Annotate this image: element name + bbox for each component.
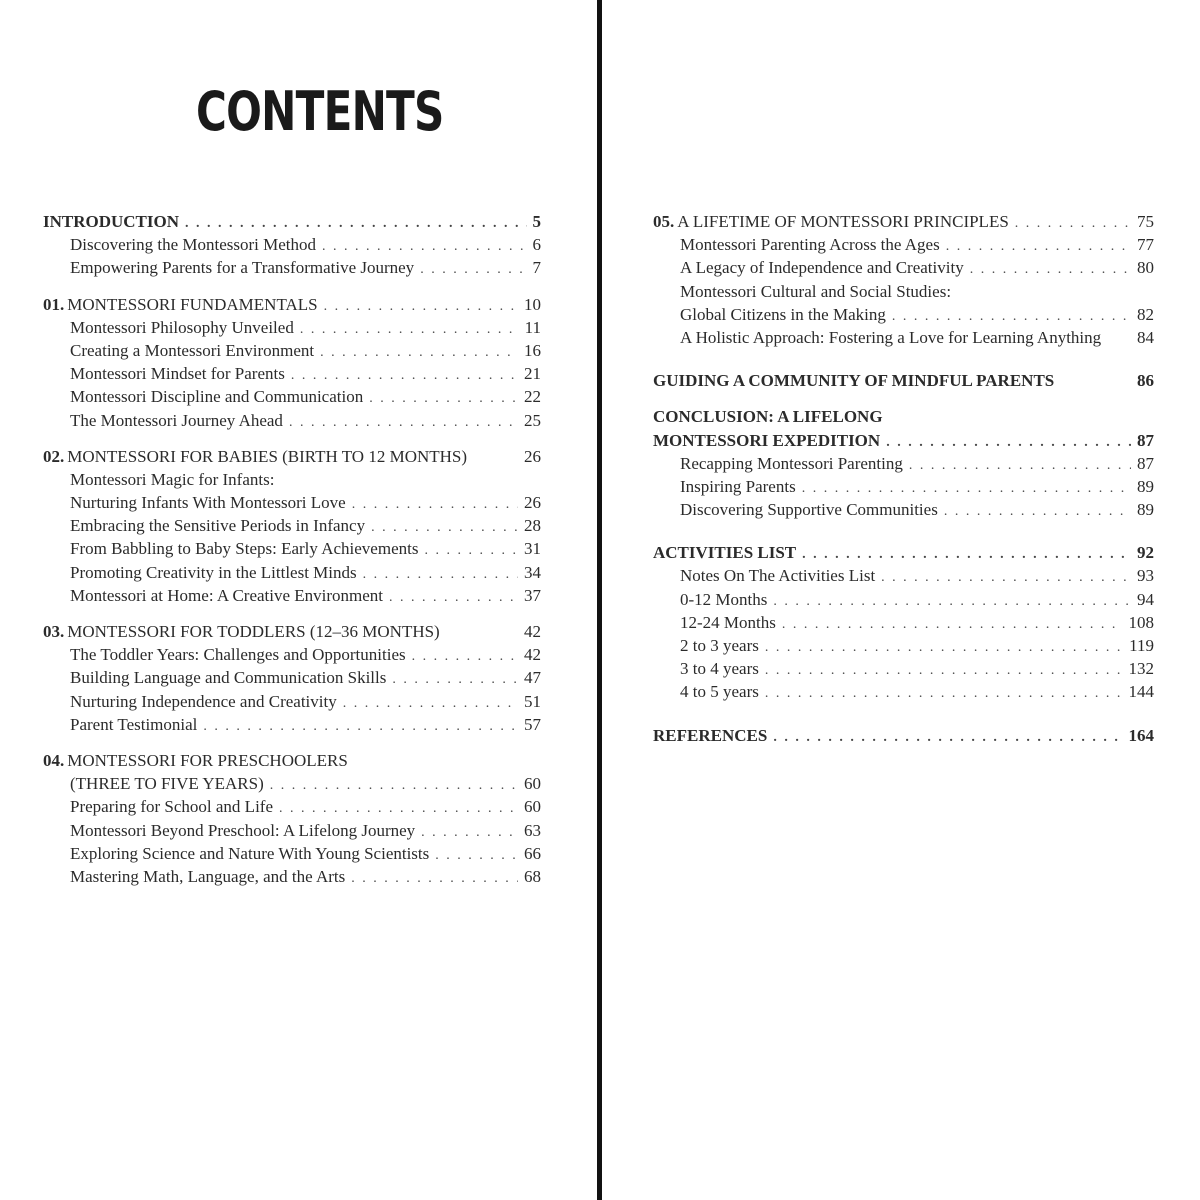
entry-title: Montessori Mindset for Parents: [70, 364, 285, 384]
toc-subentry[interactable]: [43, 819, 541, 842]
toc-section-05: [653, 210, 1154, 349]
dot-leader: [892, 305, 1131, 328]
dot-leader: [369, 387, 518, 410]
page-number: 82: [1137, 304, 1154, 324]
toc-section-01: [43, 293, 541, 432]
entry-title: Montessori Beyond Preschool: A Lifelong Journey: [70, 820, 416, 840]
dot-leader: [352, 493, 518, 516]
entry-title: Montessori Cultural and Social Studies:: [680, 281, 952, 301]
page-number: 11: [524, 317, 541, 337]
page-number: 80: [1137, 258, 1154, 278]
toc-subentry[interactable]: [43, 713, 541, 736]
toc-subentry[interactable]: [43, 256, 541, 279]
dot-leader: [300, 318, 519, 341]
page-number: 60: [524, 797, 541, 817]
page-number: 89: [1137, 500, 1154, 520]
page-number: 84: [1137, 327, 1154, 347]
toc-subentry[interactable]: [43, 409, 541, 432]
dot-leader: [389, 586, 518, 609]
dot-leader: [765, 659, 1123, 682]
page-number: 119: [1129, 636, 1154, 655]
toc-entry-chapter-01[interactable]: [43, 293, 541, 316]
entry-title: Parent Testimonial: [70, 714, 198, 734]
toc-entry-chapter-04-continued[interactable]: [43, 772, 541, 795]
entry-title: A Holistic Approach: Fostering a Love for Learning Anything: [680, 327, 1102, 347]
entry-title: 12-24 Months: [680, 612, 776, 632]
toc-entry-chapter-05[interactable]: [653, 210, 1154, 233]
entry-title: 3 to 4 years: [680, 659, 759, 679]
dot-leader: [773, 726, 1122, 749]
dot-leader: [320, 341, 518, 364]
toc-subentry[interactable]: [653, 475, 1154, 498]
toc-subentry[interactable]: [43, 561, 541, 584]
dot-leader: [322, 235, 527, 258]
entry-title: CONCLUSION: A LIFELONG: [653, 407, 883, 427]
toc-section-conclusion: [653, 405, 1154, 521]
chapter-number: 05.: [653, 212, 675, 231]
page-number: 87: [1137, 453, 1154, 473]
toc-section-guiding: [653, 369, 1154, 392]
dot-leader: [802, 477, 1131, 500]
toc-subentry[interactable]: [43, 468, 541, 491]
entry-title: Montessori Parenting Across the Ages: [680, 235, 940, 255]
entry-title: Nurturing Independence and Creativity: [70, 691, 337, 711]
page-number: 93: [1137, 566, 1154, 586]
entry-title: Montessori at Home: A Creative Environment: [70, 585, 384, 605]
entry-title: Exploring Science and Nature With Young Scientists: [70, 843, 430, 863]
page-number: 57: [524, 714, 541, 734]
entry-title: Montessori Philosophy Unveiled: [70, 317, 294, 337]
dot-leader: [203, 715, 518, 738]
page-number: 28: [524, 516, 541, 536]
chapter-number: 03.: [43, 622, 65, 641]
page-number: 26: [524, 446, 541, 466]
dot-leader: [435, 844, 518, 867]
toc-subentry[interactable]: [43, 842, 541, 865]
entry-title: From Babbling to Baby Steps: Early Achievements: [70, 539, 419, 559]
toc-subentry[interactable]: [43, 385, 541, 408]
toc-subentry[interactable]: [653, 326, 1154, 349]
page-number: 77: [1137, 235, 1154, 255]
toc-entry-activities[interactable]: [653, 541, 1154, 564]
page-number: 75: [1137, 212, 1154, 231]
entry-title: A Legacy of Independence and Creativity: [680, 258, 964, 278]
toc-section-activities: [653, 541, 1154, 703]
toc-subentry[interactable]: [43, 643, 541, 666]
entry-title: Montessori Discipline and Communication: [70, 387, 364, 407]
toc-subentry[interactable]: [653, 611, 1154, 634]
entry-title: INTRODUCTION: [43, 212, 180, 231]
toc-section-03: [43, 620, 541, 736]
page-number: 68: [524, 866, 541, 886]
dot-leader: [886, 431, 1131, 454]
entry-title: Inspiring Parents: [680, 476, 796, 496]
toc-subentry[interactable]: [43, 514, 541, 537]
toc-subentry[interactable]: [43, 865, 541, 888]
toc-section-introduction: [43, 210, 541, 280]
dot-leader: [421, 821, 518, 844]
page-number: 21: [524, 364, 541, 384]
dot-leader: [185, 212, 526, 235]
entry-title: REFERENCES: [653, 725, 768, 745]
entry-title: The Toddler Years: Challenges and Opportunities: [70, 645, 406, 665]
toc-subentry[interactable]: [43, 233, 541, 256]
dot-leader: [802, 543, 1131, 566]
dot-leader: [392, 668, 518, 691]
dot-leader: [773, 590, 1131, 613]
page-number: 92: [1137, 543, 1154, 563]
entry-title: ACTIVITIES LIST: [653, 543, 797, 563]
toc-subentry[interactable]: [43, 339, 541, 362]
page-number: 42: [524, 622, 541, 641]
entry-title: Notes On The Activities List: [680, 566, 876, 586]
toc-subentry[interactable]: [43, 666, 541, 689]
toc-subentry[interactable]: [43, 584, 541, 607]
entry-title: 4 to 5 years: [680, 682, 759, 702]
toc-entry-guiding[interactable]: [653, 369, 1154, 392]
page-title: CONTENTS: [196, 80, 444, 143]
toc-subentry[interactable]: [653, 680, 1154, 703]
entry-title: GUIDING A COMMUNITY OF MINDFUL PARENTS: [653, 371, 1055, 391]
toc-subentry[interactable]: [653, 233, 1154, 256]
toc-subentry[interactable]: [653, 303, 1154, 326]
toc-section-references: [653, 724, 1154, 747]
entry-title: Creating a Montessori Environment: [70, 340, 315, 360]
dot-leader: [343, 692, 518, 715]
toc-entry-chapter-02[interactable]: [43, 445, 541, 468]
toc-subentry[interactable]: [43, 795, 541, 818]
dot-leader: [946, 235, 1131, 258]
entry-title: Discovering the Montessori Method: [70, 235, 316, 255]
entry-title: MONTESSORI FUNDAMENTALS: [67, 294, 318, 314]
entry-title: MONTESSORI FOR TODDLERS (12–36 MONTHS): [67, 622, 440, 641]
toc-subentry[interactable]: [43, 537, 541, 560]
page-number: 25: [524, 410, 541, 430]
left-page: [0, 0, 597, 1200]
toc-subentry[interactable]: [43, 690, 541, 713]
toc-entry-chapter-04[interactable]: [43, 749, 541, 772]
page-number: 22: [524, 387, 541, 407]
dot-leader: [765, 682, 1123, 705]
dot-leader: [279, 797, 518, 820]
page-number: 144: [1128, 682, 1154, 702]
toc-entry-introduction[interactable]: [43, 210, 541, 233]
page-number: 60: [524, 774, 541, 794]
dot-leader: [944, 500, 1131, 523]
entry-title: MONTESSORI FOR PRESCHOOLERS: [67, 750, 348, 770]
page-number: 94: [1137, 589, 1154, 609]
chapter-number: 02.: [43, 446, 65, 466]
entry-title: Global Citizens in the Making: [680, 304, 886, 324]
entry-title: Recapping Montessori Parenting: [680, 453, 903, 473]
dot-leader: [291, 364, 518, 387]
entry-title: (THREE TO FIVE YEARS): [70, 774, 264, 794]
entry-title: A LIFETIME OF MONTESSORI PRINCIPLES: [677, 212, 1009, 231]
chapter-number: 01.: [43, 294, 65, 314]
dot-leader: [351, 867, 518, 890]
dot-leader: [782, 613, 1123, 636]
page-number: 16: [524, 340, 541, 360]
toc-right-column: [653, 210, 1154, 747]
toc-subentry[interactable]: [653, 256, 1154, 279]
page-number: 10: [524, 294, 541, 314]
dot-leader: [420, 258, 526, 281]
page-number: 108: [1128, 612, 1154, 632]
toc-subentry[interactable]: [653, 588, 1154, 611]
dot-leader: [424, 539, 518, 562]
page-number: 164: [1128, 725, 1154, 745]
toc-subentry[interactable]: [653, 634, 1154, 657]
page-number: 132: [1128, 659, 1154, 679]
entry-title: Mastering Math, Language, and the Arts: [70, 866, 346, 886]
entry-title: Montessori Magic for Infants:: [70, 469, 275, 489]
page-number: 86: [1137, 371, 1154, 391]
toc-entry-chapter-03[interactable]: [43, 620, 541, 643]
entry-title: 0-12 Months: [680, 589, 768, 609]
page-number: 87: [1137, 430, 1154, 450]
entry-title: 2 to 3 years: [680, 636, 759, 655]
dot-leader: [881, 566, 1131, 589]
page-number: 47: [524, 668, 541, 688]
toc-subentry[interactable]: [653, 498, 1154, 521]
toc-subentry[interactable]: [653, 280, 1154, 303]
page-number: 6: [532, 235, 541, 255]
dot-leader: [289, 411, 518, 434]
page-number: 63: [524, 820, 541, 840]
dot-leader: [371, 516, 518, 539]
dot-leader: [1015, 212, 1131, 235]
right-page: [602, 0, 1200, 1200]
dot-leader: [765, 636, 1123, 659]
entry-title: Building Language and Communication Skills: [70, 668, 387, 688]
page-number: 66: [524, 843, 541, 863]
dot-leader: [324, 295, 518, 318]
toc-entry-references[interactable]: [653, 724, 1154, 747]
page-number: 31: [524, 539, 541, 559]
toc-section-04: [43, 749, 541, 888]
toc-subentry[interactable]: [653, 657, 1154, 680]
page-number: 89: [1137, 476, 1154, 496]
dot-leader: [909, 454, 1131, 477]
entry-title: Discovering Supportive Communities: [680, 500, 938, 520]
dot-leader: [363, 563, 518, 586]
entry-title: Empowering Parents for a Transformative Journey: [70, 258, 415, 278]
toc-entry-conclusion-continued[interactable]: [653, 429, 1154, 452]
entry-title: The Montessori Journey Ahead: [70, 410, 283, 430]
page-number: 26: [524, 493, 541, 513]
toc-entry-conclusion[interactable]: [653, 405, 1154, 428]
dot-leader: [412, 645, 518, 668]
toc-subentry[interactable]: [653, 564, 1154, 587]
page-number: 34: [524, 562, 541, 582]
entry-title: Preparing for School and Life: [70, 797, 273, 817]
toc-subentry[interactable]: [43, 316, 541, 339]
page-number: 7: [532, 258, 541, 278]
entry-title: Promoting Creativity in the Littlest Minds: [70, 562, 357, 582]
chapter-number: 04.: [43, 750, 65, 770]
dot-leader: [270, 774, 518, 797]
page-number: 37: [524, 585, 541, 605]
toc-subentry[interactable]: [43, 362, 541, 385]
entry-title: MONTESSORI FOR BABIES (BIRTH TO 12 MONTHS): [67, 446, 468, 466]
entry-title: Embracing the Sensitive Periods in Infancy: [70, 516, 366, 536]
page-number: 5: [532, 212, 541, 231]
toc-subentry[interactable]: [43, 491, 541, 514]
page-number: 42: [524, 645, 541, 665]
toc-left-column: [43, 210, 541, 888]
entry-title: MONTESSORI EXPEDITION: [653, 430, 881, 450]
page-number: 51: [524, 691, 541, 711]
dot-leader: [970, 258, 1131, 281]
entry-title: Nurturing Infants With Montessori Love: [70, 493, 346, 513]
toc-subentry[interactable]: [653, 452, 1154, 475]
toc-section-02: [43, 445, 541, 607]
